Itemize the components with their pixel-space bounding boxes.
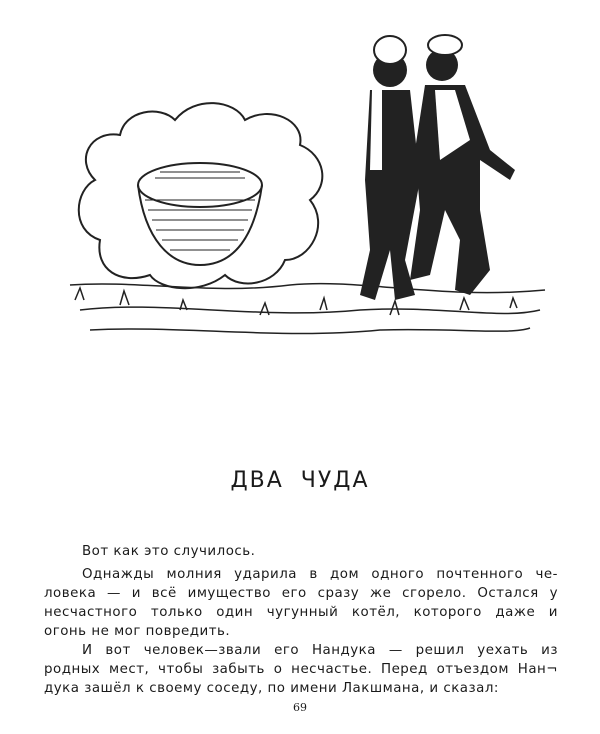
- text-line-content: И вот человек—звали его Нандука — решил уехать из: [82, 643, 558, 658]
- text-line: [44, 585, 558, 603]
- cauldron: [138, 163, 262, 265]
- text-line: [82, 566, 558, 584]
- text-line: [82, 543, 558, 561]
- text-line: [44, 680, 558, 698]
- page-number: 69: [293, 701, 307, 714]
- text-line: [44, 661, 558, 679]
- text-line-content: огонь не мог повредить.: [44, 624, 231, 639]
- text-line-content: Вот как это случилось.: [82, 544, 256, 559]
- text-line-content: несчастного только один чугунный котёл, которого даже и: [44, 605, 558, 620]
- illustration-two-men-and-cauldron: [60, 10, 560, 355]
- story-title: ДВА ЧУДА: [230, 468, 370, 493]
- text-line: [82, 642, 558, 660]
- dream-cloud: [79, 103, 323, 288]
- text-line-content: Однажды молния ударила в дом одного почтенного че-: [82, 567, 558, 582]
- two-men: [360, 35, 515, 300]
- text-line-content: дука зашёл к своему соседу, по имени Лакшмана, и сказал:: [44, 681, 499, 696]
- text-line: [44, 623, 558, 641]
- text-line: [44, 604, 558, 622]
- text-line-content: ловека — и всё имущество его сразу же сгорело. Остался у: [44, 586, 558, 601]
- text-line-content: родных мест, чтобы забыть о несчастье. Перед отъездом Нан¬: [44, 662, 558, 677]
- grass-ground: [70, 284, 545, 334]
